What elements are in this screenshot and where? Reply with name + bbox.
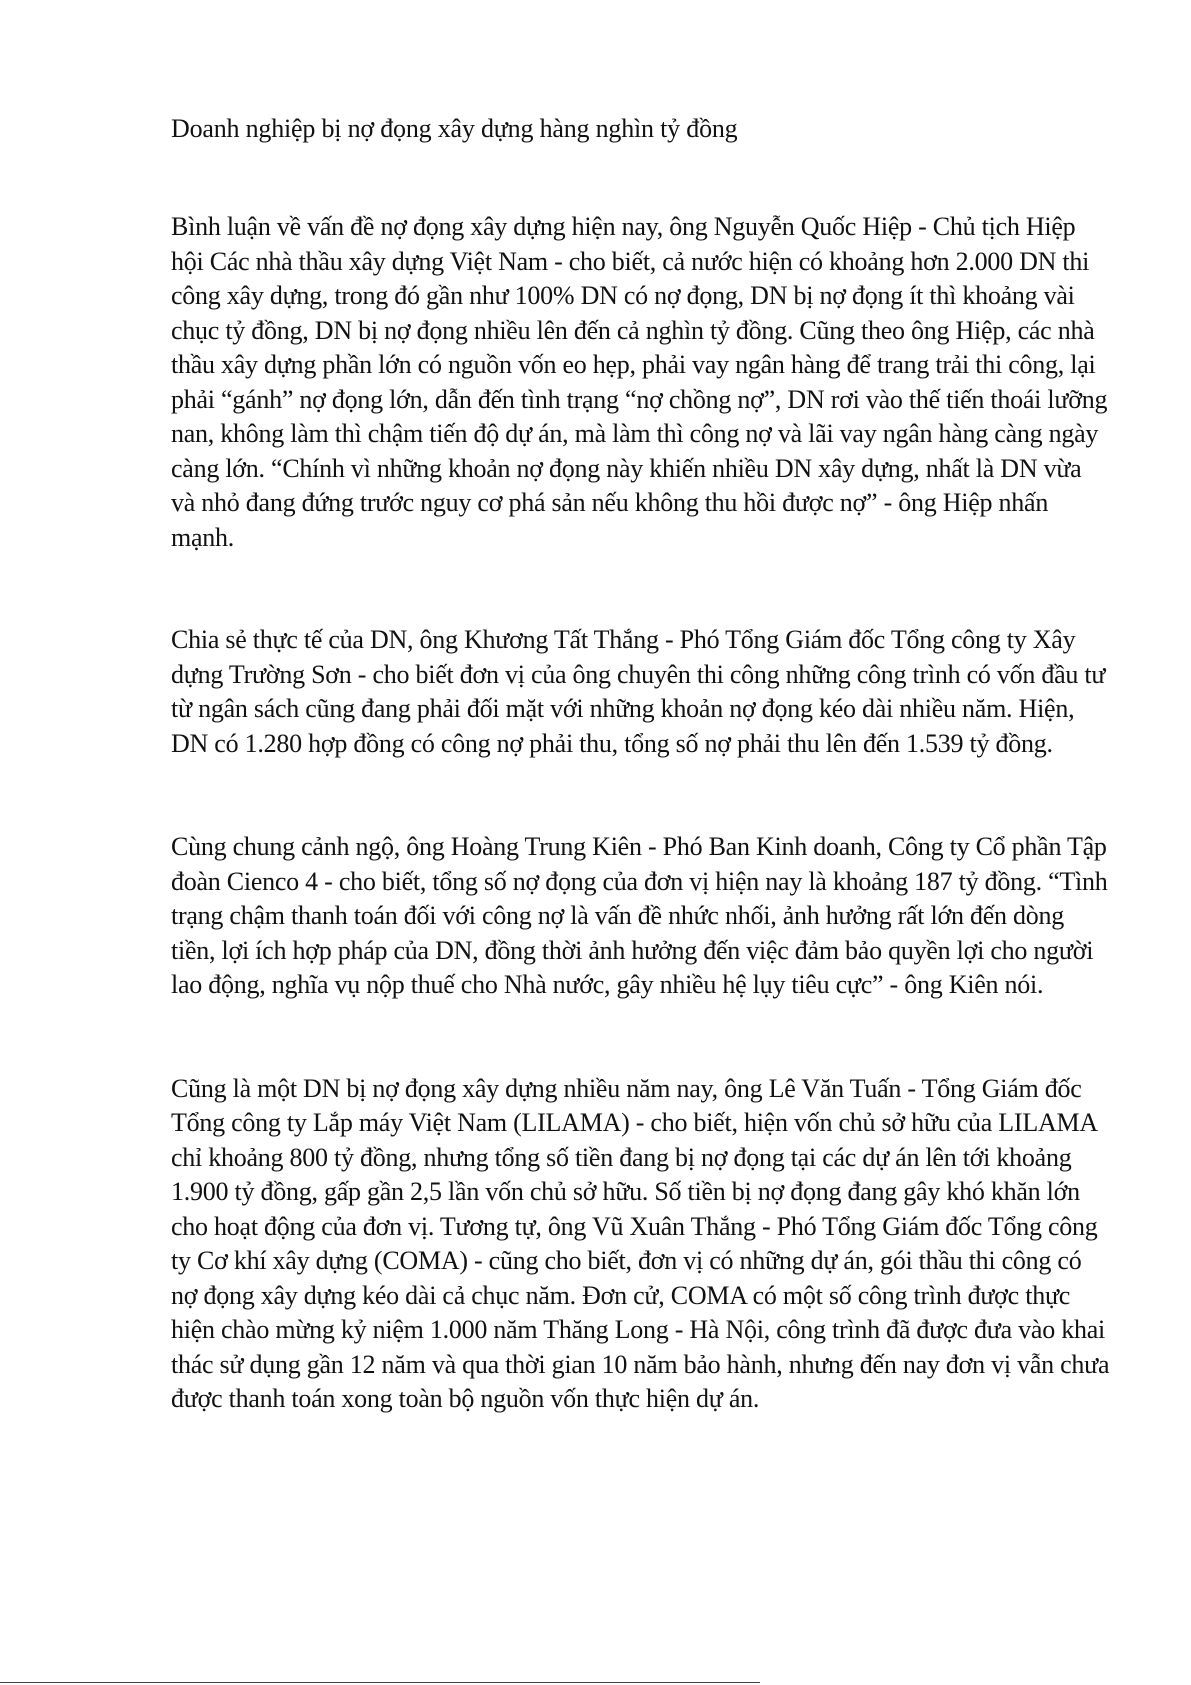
paragraph-4: Cũng là một DN bị nợ đọng xây dựng nhiều năm nay, ông Lê Văn Tuấn - Tổng Giám đốc Tổng công ty Lắp máy Việt Nam (LILAMA) - cho biết, hiện vốn chủ sở hữu của LILAMA chỉ khoảng 800 tỷ đồng, nhưng tổng số tiền đang bị nợ đọng tại các dự án lên tới khoảng 1.900 tỷ đồng, gấp gần 2,5 lần vốn chủ sở hữu. Số tiền bị nợ đọng đang gây khó khăn lớn cho hoạt động của đơn vị. Tương tự, ông Vũ Xuân Thắng - Phó Tổng Giám đốc Tổng công ty Cơ khí xây dựng (COMA) - cũng cho biết, đơn vị có những dự án, gói thầu thi công có nợ đọng xây dựng kéo dài cả chục năm. Đơn cử, COMA có một số công trình được thực hiện chào mừng kỷ niệm 1.000 năm Thăng Long - Hà Nội, công trình đã được đưa vào khai thác sử dụng gần 12 năm và qua thời gian 10 năm bảo hành, nhưng đến nay đơn vị vẫn chưa được thanh toán xong toàn bộ nguồn vốn thực hiện dự án. xyxy=(171,1073,1110,1413)
paragraph-3: Cùng chung cảnh ngộ, ông Hoàng Trung Kiên - Phó Ban Kinh doanh, Công ty Cổ phần Tập đoàn Cienco 4 - cho biết, tổng số nợ đọng của đơn vị hiện nay là khoảng 187 tỷ đồng. “Tình trạng chậm thanh toán đối với công nợ là vấn đề nhức nhối, ảnh hưởng rất lớn đến dòng tiền, lợi ích hợp pháp của DN, đồng thời ảnh hưởng đến việc đảm bảo quyền lợi cho người lao động, nghĩa vụ nộp thuế cho Nhà nước, gây nhiều hệ lụy tiêu cực” - ông Kiên nói. xyxy=(171,832,1108,999)
paragraph-1: Bình luận về vấn đề nợ đọng xây dựng hiện nay, ông Nguyễn Quốc Hiệp - Chủ tịch Hiệp hội Các nhà thầu xây dựng Việt Nam - cho biết, cả nước hiện có khoảng hơn 2.000 DN thi công xây dựng, trong đó gần như 100% DN có nợ đọng, DN bị nợ đọng ít thì khoảng vài chục tỷ đồng, DN bị nợ đọng nhiều lên đến cả nghìn tỷ đồng. Cũng theo ông Hiệp, các nhà thầu xây dựng phần lớn có nguồn vốn eo hẹp, phải vay ngân hàng để trang trải thi công, lại phải “gánh” nợ đọng lớn, dẫn đến tình trạng “nợ chồng nợ”, DN rơi vào thế tiến thoái lưỡng nan, không làm thì chậm tiến độ dự án, mà làm thì công nợ và lãi vay ngân hàng càng ngày càng lớn. “Chính vì những khoản nợ đọng này khiến nhiều DN xây dựng, nhất là DN vừa và nhỏ đang đứng trước nguy cơ phá sản nếu không thu hồi được nợ” - ông Hiệp nhấn mạnh. xyxy=(171,212,1108,552)
paragraph-2: Chia sẻ thực tế của DN, ông Khương Tất Thắng - Phó Tổng Giám đốc Tổng công ty Xây dựng Trường Sơn - cho biết đơn vị của ông chuyên thi công những công trình có vốn đầu tư từ ngân sách cũng đang phải đối mặt với những khoản nợ đọng kéo dài nhiều năm. Hiện, DN có 1.280 hợp đồng có công nợ phải thu, tổng số nợ phải thu lên đến 1.539 tỷ đồng. xyxy=(171,625,1106,758)
page-bottom-divider xyxy=(0,1682,760,1683)
article-body xyxy=(171,112,1111,1417)
article-title: Doanh nghiệp bị nợ đọng xây dựng hàng nghìn tỷ đồng xyxy=(171,114,738,143)
